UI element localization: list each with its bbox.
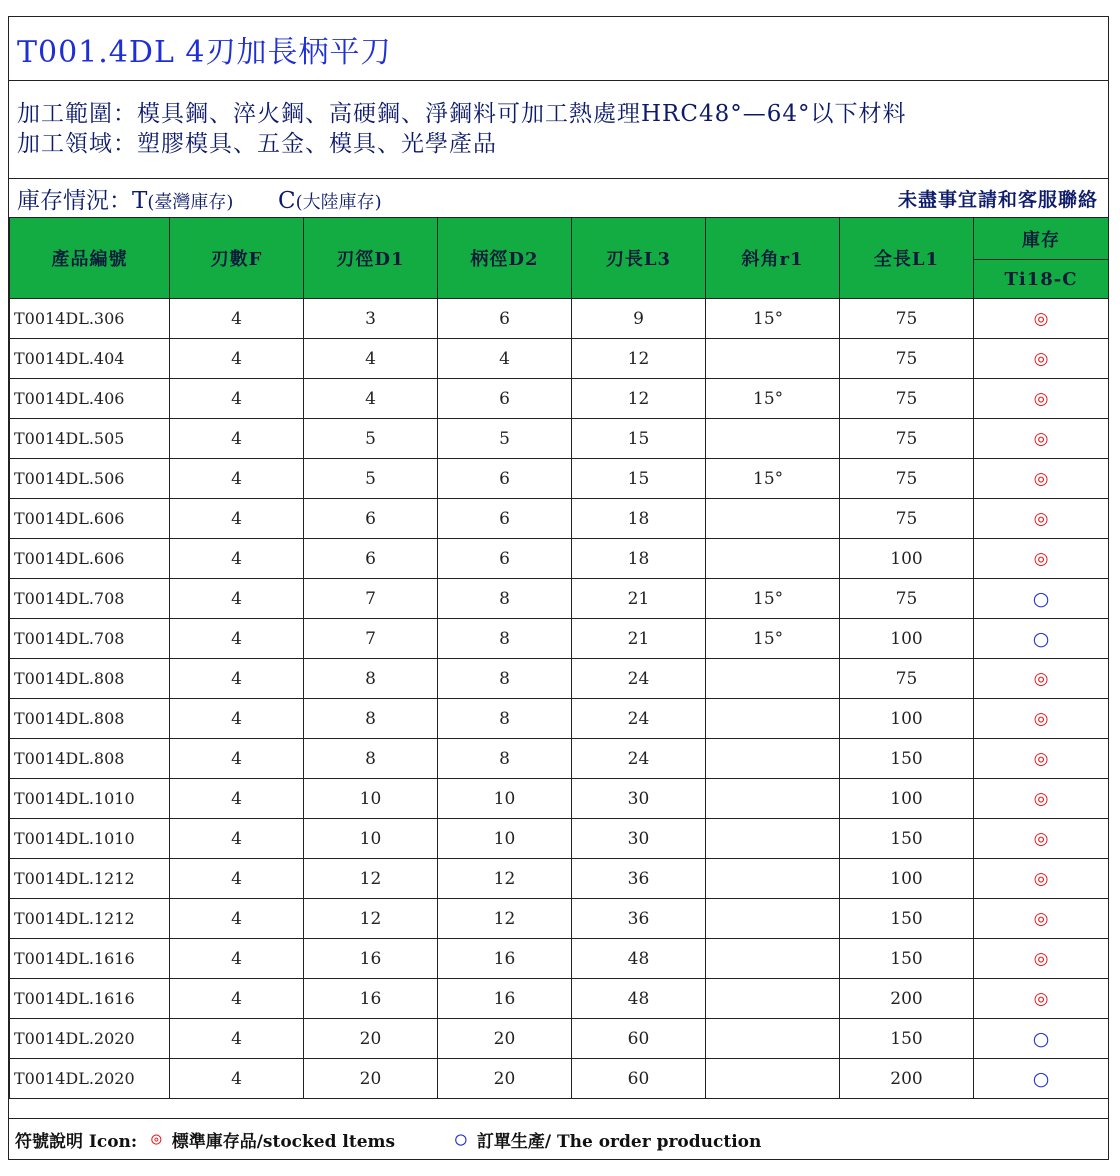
header-r1: 斜角r1 <box>706 218 840 299</box>
stocked-icon: ◎ <box>1033 788 1049 809</box>
cell-l3: 36 <box>572 899 706 939</box>
header-d1: 刃徑D1 <box>304 218 438 299</box>
cell-r1 <box>706 699 840 739</box>
stocked-icon: ◎ <box>1033 308 1049 329</box>
cell-d2: 5 <box>438 419 572 459</box>
cell-code: T0014DL.404 <box>10 339 170 379</box>
cell-flutes: 4 <box>170 819 304 859</box>
cell-flutes: 4 <box>170 1059 304 1099</box>
header-code: 產品編號 <box>10 218 170 299</box>
order-icon: ○ <box>455 1128 467 1150</box>
cell-flutes: 4 <box>170 659 304 699</box>
cell-d1: 5 <box>304 419 438 459</box>
cell-r1 <box>706 539 840 579</box>
table-row <box>10 579 1109 619</box>
cell-d2: 10 <box>438 779 572 819</box>
cell-d2: 6 <box>438 499 572 539</box>
cell-d1: 16 <box>304 979 438 1019</box>
cell-d2: 8 <box>438 659 572 699</box>
cell-stock <box>974 859 1109 899</box>
stocked-icon: ◎ <box>1033 348 1049 369</box>
table-row <box>10 859 1109 899</box>
legend-label: 符號說明 Icon: <box>15 1131 138 1152</box>
cell-stock <box>974 539 1109 579</box>
cell-stock <box>974 499 1109 539</box>
cell-l3: 15 <box>572 459 706 499</box>
cell-l1: 150 <box>840 1019 974 1059</box>
page-title: T001.4DL 4刃加長柄平刀 <box>9 17 1108 81</box>
cell-l3: 18 <box>572 499 706 539</box>
cell-d1: 12 <box>304 899 438 939</box>
cell-d1: 10 <box>304 779 438 819</box>
cell-flutes: 4 <box>170 459 304 499</box>
header-d2: 柄徑D2 <box>438 218 572 299</box>
order-icon: ○ <box>1032 1067 1050 1090</box>
product-sheet <box>8 16 1109 1160</box>
stocked-icon: ◎ <box>1033 948 1049 969</box>
stock-info-row <box>9 179 1108 217</box>
cell-l3: 30 <box>572 819 706 859</box>
cell-code: T0014DL.606 <box>10 539 170 579</box>
cell-code: T0014DL.808 <box>10 739 170 779</box>
cell-flutes: 4 <box>170 1019 304 1059</box>
stocked-icon: ◎ <box>1033 428 1049 449</box>
legend-footer <box>9 1118 1108 1159</box>
table-row <box>10 299 1109 339</box>
cell-r1 <box>706 499 840 539</box>
cell-r1: 15° <box>706 459 840 499</box>
stock-t-note: (臺灣庫存) <box>147 191 234 213</box>
cell-l1: 75 <box>840 499 974 539</box>
cell-d1: 12 <box>304 859 438 899</box>
cell-code: T0014DL.1010 <box>10 779 170 819</box>
cell-d2: 12 <box>438 859 572 899</box>
machining-field: 加工領域：塑膠模具、五金、模具、光學產品 <box>17 131 497 157</box>
cell-flutes: 4 <box>170 899 304 939</box>
cell-d1: 10 <box>304 819 438 859</box>
stocked-icon: ◎ <box>1033 748 1049 769</box>
stock-label: 庫存情況： <box>17 187 132 214</box>
cell-flutes: 4 <box>170 299 304 339</box>
cell-stock <box>974 619 1109 659</box>
cell-flutes: 4 <box>170 859 304 899</box>
cell-l3: 9 <box>572 299 706 339</box>
cell-code: T0014DL.708 <box>10 619 170 659</box>
cell-d1: 8 <box>304 699 438 739</box>
stocked-icon: ◎ <box>151 1129 162 1149</box>
table-row <box>10 899 1109 939</box>
cell-stock <box>974 299 1109 339</box>
legend-order-text: 訂單生產/ The order production <box>476 1131 762 1152</box>
cell-l1: 100 <box>840 619 974 659</box>
cell-code: T0014DL.1010 <box>10 819 170 859</box>
cell-d2: 6 <box>438 299 572 339</box>
cell-stock <box>974 579 1109 619</box>
stocked-icon: ◎ <box>1033 708 1049 729</box>
cell-code: T0014DL.606 <box>10 499 170 539</box>
cell-d1: 20 <box>304 1059 438 1099</box>
cell-d2: 8 <box>438 739 572 779</box>
cell-l1: 200 <box>840 1059 974 1099</box>
cell-l1: 100 <box>840 539 974 579</box>
cell-r1: 15° <box>706 379 840 419</box>
cell-l3: 21 <box>572 619 706 659</box>
cell-d2: 20 <box>438 1059 572 1099</box>
cell-d1: 16 <box>304 939 438 979</box>
cell-l3: 24 <box>572 739 706 779</box>
cell-stock <box>974 939 1109 979</box>
cell-l1: 75 <box>840 339 974 379</box>
cell-code: T0014DL.506 <box>10 459 170 499</box>
table-row <box>10 1059 1109 1099</box>
cell-l3: 24 <box>572 659 706 699</box>
cell-r1: 15° <box>706 299 840 339</box>
table-row <box>10 699 1109 739</box>
cell-l1: 100 <box>840 859 974 899</box>
table-row <box>10 379 1109 419</box>
stocked-icon: ◎ <box>1033 548 1049 569</box>
cell-r1 <box>706 659 840 699</box>
table-row <box>10 619 1109 659</box>
table-row <box>10 779 1109 819</box>
cell-l1: 150 <box>840 899 974 939</box>
cell-l3: 48 <box>572 939 706 979</box>
cell-d2: 20 <box>438 1019 572 1059</box>
cell-stock <box>974 459 1109 499</box>
cell-l1: 75 <box>840 579 974 619</box>
cell-flutes: 4 <box>170 419 304 459</box>
stocked-icon: ◎ <box>1033 908 1049 929</box>
cell-code: T0014DL.808 <box>10 659 170 699</box>
table-row <box>10 459 1109 499</box>
cell-l1: 75 <box>840 659 974 699</box>
cell-l1: 75 <box>840 299 974 339</box>
cell-flutes: 4 <box>170 579 304 619</box>
cell-d2: 6 <box>438 459 572 499</box>
header-stock-sub: Ti18-C <box>974 260 1109 299</box>
machining-range: 加工範圍：模具鋼、淬火鋼、高硬鋼、淨鋼料可加工熱處理HRC48°—64°以下材料 <box>17 101 907 127</box>
cell-d2: 12 <box>438 899 572 939</box>
cell-flutes: 4 <box>170 539 304 579</box>
cell-stock <box>974 739 1109 779</box>
cell-d2: 8 <box>438 619 572 659</box>
cell-l3: 36 <box>572 859 706 899</box>
cell-flutes: 4 <box>170 779 304 819</box>
cell-code: T0014DL.2020 <box>10 1019 170 1059</box>
cell-flutes: 4 <box>170 699 304 739</box>
cell-flutes: 4 <box>170 339 304 379</box>
order-icon: ○ <box>1032 1027 1050 1050</box>
cell-r1 <box>706 859 840 899</box>
cell-r1 <box>706 899 840 939</box>
cell-r1 <box>706 419 840 459</box>
stock-c-note: (大陸庫存) <box>295 191 382 213</box>
cell-l3: 15 <box>572 419 706 459</box>
table-row <box>10 939 1109 979</box>
cell-flutes: 4 <box>170 739 304 779</box>
cell-d2: 16 <box>438 939 572 979</box>
cell-stock <box>974 979 1109 1019</box>
cell-stock <box>974 899 1109 939</box>
table-row <box>10 499 1109 539</box>
cell-flutes: 4 <box>170 939 304 979</box>
cell-d2: 4 <box>438 339 572 379</box>
cell-d2: 10 <box>438 819 572 859</box>
cell-l1: 100 <box>840 699 974 739</box>
cell-r1 <box>706 819 840 859</box>
cell-r1: 15° <box>706 619 840 659</box>
cell-l3: 60 <box>572 1019 706 1059</box>
cell-code: T0014DL.505 <box>10 419 170 459</box>
description-block <box>9 81 1108 179</box>
cell-flutes: 4 <box>170 979 304 1019</box>
order-icon: ○ <box>1032 627 1050 650</box>
cell-d2: 6 <box>438 539 572 579</box>
header-l3: 刃長L3 <box>572 218 706 299</box>
cell-r1 <box>706 779 840 819</box>
cell-r1: 15° <box>706 579 840 619</box>
stocked-icon: ◎ <box>1033 868 1049 889</box>
cell-l1: 200 <box>840 979 974 1019</box>
cell-r1 <box>706 339 840 379</box>
cell-d2: 16 <box>438 979 572 1019</box>
cell-stock <box>974 659 1109 699</box>
stock-t-code: T <box>132 187 148 214</box>
cell-stock <box>974 379 1109 419</box>
product-table <box>9 217 1109 1099</box>
cell-l3: 21 <box>572 579 706 619</box>
cell-d1: 8 <box>304 659 438 699</box>
cell-d1: 5 <box>304 459 438 499</box>
table-row <box>10 339 1109 379</box>
table-row <box>10 1019 1109 1059</box>
stocked-icon: ◎ <box>1033 468 1049 489</box>
cell-d1: 20 <box>304 1019 438 1059</box>
cell-d1: 6 <box>304 499 438 539</box>
cell-l1: 75 <box>840 419 974 459</box>
table-row <box>10 979 1109 1019</box>
cell-d1: 4 <box>304 379 438 419</box>
cell-stock <box>974 819 1109 859</box>
header-stock: 庫存 <box>974 218 1109 260</box>
cell-d1: 7 <box>304 619 438 659</box>
cell-d2: 8 <box>438 699 572 739</box>
cell-d2: 6 <box>438 379 572 419</box>
cell-d1: 3 <box>304 299 438 339</box>
cell-code: T0014DL.808 <box>10 699 170 739</box>
cell-r1 <box>706 939 840 979</box>
table-row <box>10 819 1109 859</box>
cell-l1: 100 <box>840 779 974 819</box>
cell-d1: 6 <box>304 539 438 579</box>
table-row <box>10 539 1109 579</box>
cell-r1 <box>706 1059 840 1099</box>
table-row <box>10 739 1109 779</box>
cell-stock <box>974 699 1109 739</box>
stocked-icon: ◎ <box>1033 988 1049 1009</box>
cell-l3: 24 <box>572 699 706 739</box>
cell-flutes: 4 <box>170 619 304 659</box>
cell-d1: 7 <box>304 579 438 619</box>
cell-stock <box>974 1019 1109 1059</box>
cell-stock <box>974 1059 1109 1099</box>
cell-l1: 75 <box>840 459 974 499</box>
cell-d1: 4 <box>304 339 438 379</box>
cell-l3: 60 <box>572 1059 706 1099</box>
cell-r1 <box>706 1019 840 1059</box>
cell-code: T0014DL.708 <box>10 579 170 619</box>
cell-flutes: 4 <box>170 499 304 539</box>
cell-l1: 150 <box>840 819 974 859</box>
stocked-icon: ◎ <box>1033 828 1049 849</box>
cell-d2: 8 <box>438 579 572 619</box>
table-body <box>10 299 1109 1099</box>
cell-code: T0014DL.1212 <box>10 899 170 939</box>
table-row <box>10 659 1109 699</box>
cell-l3: 30 <box>572 779 706 819</box>
cell-stock <box>974 779 1109 819</box>
legend-stocked-text: 標準庫存品/stocked ltems <box>171 1131 396 1152</box>
cell-l3: 48 <box>572 979 706 1019</box>
contact-note: 未盡事宜請和客服聯絡 <box>897 188 1098 211</box>
stocked-icon: ◎ <box>1033 668 1049 689</box>
cell-r1 <box>706 979 840 1019</box>
cell-code: T0014DL.1616 <box>10 939 170 979</box>
cell-code: T0014DL.306 <box>10 299 170 339</box>
header-flutes: 刃數F <box>170 218 304 299</box>
cell-code: T0014DL.1616 <box>10 979 170 1019</box>
cell-l3: 12 <box>572 339 706 379</box>
table-row <box>10 419 1109 459</box>
cell-l3: 12 <box>572 379 706 419</box>
cell-code: T0014DL.406 <box>10 379 170 419</box>
stocked-icon: ◎ <box>1033 508 1049 529</box>
stock-legend <box>17 182 382 215</box>
cell-flutes: 4 <box>170 379 304 419</box>
order-icon: ○ <box>1032 587 1050 610</box>
cell-code: T0014DL.1212 <box>10 859 170 899</box>
cell-code: T0014DL.2020 <box>10 1059 170 1099</box>
stocked-icon: ◎ <box>1033 388 1049 409</box>
cell-l1: 150 <box>840 739 974 779</box>
cell-stock <box>974 419 1109 459</box>
cell-l3: 18 <box>572 539 706 579</box>
stock-c-code: C <box>278 187 296 214</box>
cell-r1 <box>706 739 840 779</box>
header-l1: 全長L1 <box>840 218 974 299</box>
cell-stock <box>974 339 1109 379</box>
cell-l1: 150 <box>840 939 974 979</box>
cell-l1: 75 <box>840 379 974 419</box>
cell-d1: 8 <box>304 739 438 779</box>
